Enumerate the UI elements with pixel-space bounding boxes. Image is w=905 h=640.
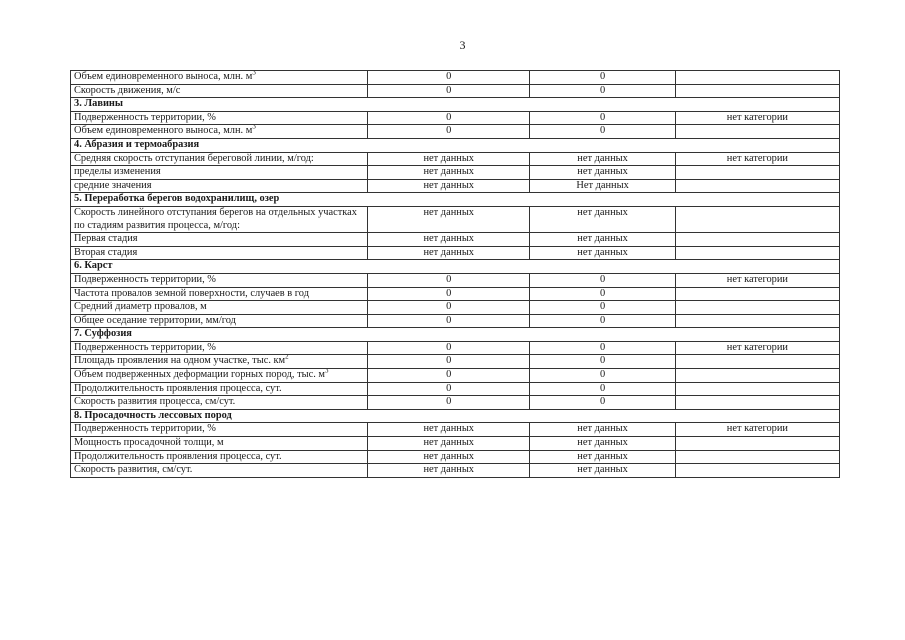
table-row	[71, 369, 840, 383]
category-cell	[675, 246, 839, 260]
section-title: 7. Суффозия	[71, 328, 840, 342]
value-cell-1: 0	[368, 382, 530, 396]
value-cell-2: 0	[530, 84, 675, 98]
row-label-cell	[71, 301, 368, 315]
row-label: Скорость развития, см/сут.	[74, 464, 193, 476]
table-row	[71, 355, 840, 369]
category-cell: нет категории	[675, 152, 839, 166]
row-label: Средний диаметр провалов, м	[74, 301, 207, 313]
category-cell	[675, 125, 839, 139]
row-label: Первая стадия	[74, 233, 138, 245]
row-label-cell	[71, 369, 368, 383]
category-cell	[675, 287, 839, 301]
row-label-cell	[71, 179, 368, 193]
category-cell	[675, 355, 839, 369]
row-label: Скорость развития процесса, см/сут.	[74, 396, 236, 408]
value-cell-2: 0	[530, 301, 675, 315]
value-cell-2: 0	[530, 287, 675, 301]
value-cell-1: 0	[368, 341, 530, 355]
row-label: Подверженность территории, %	[74, 273, 216, 285]
category-cell	[675, 233, 839, 247]
value-cell-1: нет данных	[368, 206, 530, 232]
value-cell-1: нет данных	[368, 437, 530, 451]
row-label-cell	[71, 314, 368, 328]
value-cell-1: 0	[368, 111, 530, 125]
value-cell-1: нет данных	[368, 179, 530, 193]
value-cell-1: 0	[368, 125, 530, 139]
row-label-cell	[71, 233, 368, 247]
value-cell-2: нет данных	[530, 450, 675, 464]
section-header-row	[71, 138, 840, 152]
value-cell-1: нет данных	[368, 450, 530, 464]
category-cell: нет категории	[675, 341, 839, 355]
value-cell-1: 0	[368, 396, 530, 410]
value-cell-1: 0	[368, 301, 530, 315]
table-row	[71, 233, 840, 247]
row-label-cell	[71, 152, 368, 166]
category-cell	[675, 382, 839, 396]
value-cell-2: 0	[530, 125, 675, 139]
row-label-cell	[71, 464, 368, 478]
hazard-table-body	[71, 71, 840, 478]
row-label: Подверженность территории, %	[74, 111, 216, 123]
value-cell-2: нет данных	[530, 464, 675, 478]
value-cell-2: 0	[530, 382, 675, 396]
table-row	[71, 437, 840, 451]
row-label: Продолжительность проявления процесса, сут.	[74, 382, 282, 394]
section-header-row	[71, 98, 840, 112]
value-cell-1: 0	[368, 314, 530, 328]
value-cell-1: 0	[368, 273, 530, 287]
category-cell	[675, 206, 839, 232]
row-label: Подверженность территории, %	[74, 423, 216, 435]
table-row	[71, 179, 840, 193]
category-cell	[675, 166, 839, 180]
value-cell-2: 0	[530, 314, 675, 328]
section-title: 3. Лавины	[71, 98, 840, 112]
row-label: Объем единовременного выноса, млн. м	[74, 125, 253, 137]
row-label: Вторая стадия	[74, 246, 138, 258]
value-cell-2: 0	[530, 341, 675, 355]
table-row	[71, 341, 840, 355]
row-label: пределы изменения	[74, 166, 161, 178]
category-cell	[675, 179, 839, 193]
row-label-cell	[71, 166, 368, 180]
table-row	[71, 301, 840, 315]
row-label: Площадь проявления на одном участке, тыс. км	[74, 355, 286, 367]
table-row	[71, 206, 840, 232]
section-title: 6. Карст	[71, 260, 840, 274]
table-row	[71, 464, 840, 478]
value-cell-1: 0	[368, 71, 530, 85]
row-label-cell	[71, 382, 368, 396]
category-cell	[675, 71, 839, 85]
value-cell-2: нет данных	[530, 152, 675, 166]
unit-superscript: 3	[324, 368, 329, 375]
value-cell-2: нет данных	[530, 233, 675, 247]
table-row	[71, 84, 840, 98]
category-cell: нет категории	[675, 273, 839, 287]
row-label-cell	[71, 206, 368, 232]
value-cell-1: нет данных	[368, 464, 530, 478]
row-label: Объем единовременного выноса, млн. м	[74, 71, 253, 82]
row-label: Продолжительность проявления процесса, сут.	[74, 450, 282, 462]
hazard-table	[70, 70, 840, 478]
category-cell: нет категории	[675, 111, 839, 125]
row-label: средние значения	[74, 179, 152, 191]
value-cell-2: 0	[530, 111, 675, 125]
section-header-row	[71, 260, 840, 274]
category-cell	[675, 464, 839, 478]
row-label-cell	[71, 437, 368, 451]
row-label-cell	[71, 287, 368, 301]
category-cell	[675, 437, 839, 451]
section-title: 8. Просадочность лессовых пород	[71, 409, 840, 423]
value-cell-1: 0	[368, 369, 530, 383]
table-row	[71, 314, 840, 328]
category-cell: нет категории	[675, 423, 839, 437]
unit-superscript: 3	[252, 124, 256, 131]
value-cell-2: 0	[530, 273, 675, 287]
table-row	[71, 152, 840, 166]
row-label-cell	[71, 84, 368, 98]
table-row	[71, 166, 840, 180]
row-label-cell	[71, 423, 368, 437]
section-title: 5. Переработка берегов водохранилищ, озер	[71, 193, 840, 207]
row-label: Объем подверженных деформации горных пород, тыс. м	[74, 369, 325, 381]
row-label: Скорость линейного отступания берегов на отдельных участках по стадиям развития процесса, м/год:	[74, 206, 357, 231]
row-label-cell	[71, 355, 368, 369]
unit-superscript: 3	[252, 70, 256, 77]
category-cell	[675, 396, 839, 410]
row-label: Частота провалов земной поверхности, случаев в год	[74, 287, 309, 299]
unit-superscript: 2	[285, 354, 289, 361]
value-cell-2: нет данных	[530, 423, 675, 437]
section-header-row	[71, 409, 840, 423]
row-label: Подверженность территории, %	[74, 341, 216, 353]
table-row	[71, 423, 840, 437]
table-row	[71, 246, 840, 260]
row-label-cell	[71, 341, 368, 355]
value-cell-1: нет данных	[368, 246, 530, 260]
category-cell	[675, 314, 839, 328]
category-cell	[675, 301, 839, 315]
value-cell-2: 0	[530, 396, 675, 410]
value-cell-2: 0	[530, 369, 675, 383]
row-label: Скорость движения, м/с	[74, 84, 181, 96]
value-cell-2: нет данных	[530, 246, 675, 260]
value-cell-1: 0	[368, 355, 530, 369]
category-cell	[675, 369, 839, 383]
value-cell-1: нет данных	[368, 166, 530, 180]
table-row	[71, 382, 840, 396]
section-header-row	[71, 193, 840, 207]
value-cell-2: нет данных	[530, 166, 675, 180]
table-row	[71, 71, 840, 85]
row-label-cell	[71, 125, 368, 139]
value-cell-2: нет данных	[530, 437, 675, 451]
section-header-row	[71, 328, 840, 342]
value-cell-2: 0	[530, 71, 675, 85]
row-label: Общее оседание территории, мм/год	[74, 314, 236, 326]
table-row	[71, 111, 840, 125]
value-cell-1: нет данных	[368, 423, 530, 437]
table-row	[71, 287, 840, 301]
table-row	[71, 125, 840, 139]
section-title: 4. Абразия и термоабразия	[71, 138, 840, 152]
row-label: Мощность просадочной толщи, м	[74, 437, 224, 449]
row-label-cell	[71, 450, 368, 464]
value-cell-2: 0	[530, 355, 675, 369]
category-cell	[675, 450, 839, 464]
page-number: 3	[459, 38, 466, 52]
value-cell-1: нет данных	[368, 233, 530, 247]
value-cell-2: нет данных	[530, 206, 675, 232]
row-label-cell	[71, 273, 368, 287]
row-label-cell	[71, 396, 368, 410]
row-label-cell	[71, 246, 368, 260]
table-row	[71, 273, 840, 287]
table-row	[71, 396, 840, 410]
table-row	[71, 450, 840, 464]
value-cell-2: Нет данных	[530, 179, 675, 193]
category-cell	[675, 84, 839, 98]
value-cell-1: 0	[368, 287, 530, 301]
value-cell-1: нет данных	[368, 152, 530, 166]
row-label-cell	[71, 71, 368, 85]
value-cell-1: 0	[368, 84, 530, 98]
row-label: Средняя скорость отступания береговой линии, м/год:	[74, 152, 314, 164]
row-label-cell	[71, 111, 368, 125]
